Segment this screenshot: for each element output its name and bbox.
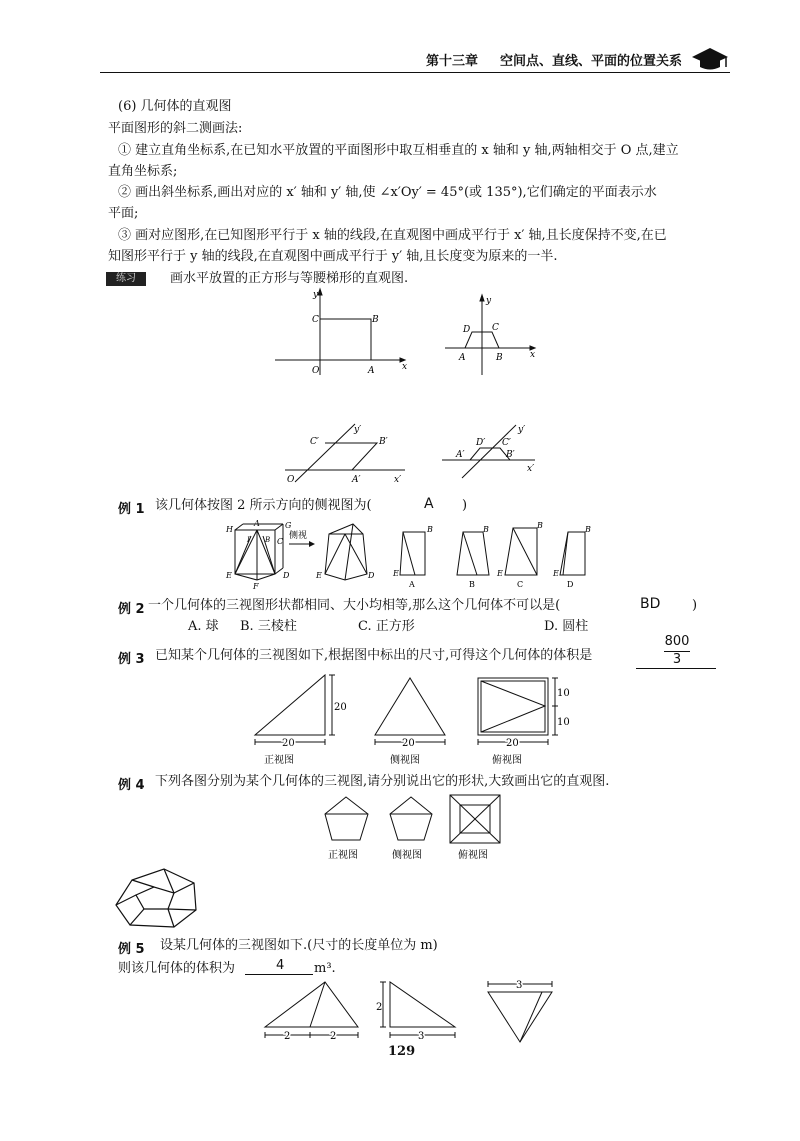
cube-point-c: C: [277, 537, 284, 546]
ex4-text: 下列各图分别为某个几何体的三视图,请分别说出它的形状,大致画出它的直观图.: [155, 774, 610, 789]
opt-c-point-e: E: [497, 569, 503, 578]
point-c: C: [312, 315, 319, 325]
opt-a-point-e: E: [393, 569, 399, 578]
cube-point-h: H: [226, 525, 233, 534]
ex1-text: 该几何体按图 2 所示方向的侧视图为(: [155, 498, 372, 513]
square-axes-figure: [270, 285, 410, 380]
opt-d-point-e: E: [553, 569, 559, 578]
method-title: 平面图形的斜二测画法:: [108, 121, 243, 136]
top-view-caption: 俯视图: [458, 850, 488, 861]
ex1-answer: A: [424, 496, 434, 512]
x-prime-label: x′: [394, 475, 402, 485]
side-view-caption: 侧视图: [390, 755, 420, 766]
cube-point-g: G: [285, 521, 292, 530]
practice-text: 画水平放置的正方形与等腰梯形的直观图.: [170, 271, 409, 286]
solid-point-d: D: [368, 571, 375, 580]
front-view-caption: 正视图: [264, 755, 294, 766]
ex4-three-views: [320, 792, 510, 864]
practice-badge: 练习: [106, 272, 146, 286]
front-dim-left: 2: [284, 1031, 291, 1042]
trapezoid-axes-figure: [440, 290, 540, 380]
page-number: 129: [388, 1044, 416, 1059]
opt-c-point-b: B: [537, 521, 543, 530]
side-height-dim: 2: [376, 1002, 383, 1013]
ex4-label: 例 4: [118, 778, 145, 793]
point-o: O: [312, 366, 320, 376]
point-c: C: [492, 323, 499, 333]
x-axis-label: x: [530, 350, 536, 360]
point-b: B: [496, 353, 503, 363]
top-view-caption: 俯视图: [492, 755, 522, 766]
front-height-dim: 20: [334, 702, 347, 713]
ex5-unit: m³.: [314, 961, 336, 976]
ex3-answer-blank: [636, 668, 716, 669]
ex2-label: 例 2: [118, 602, 145, 617]
section-heading: (6) 几何体的直观图: [118, 99, 232, 114]
y-axis-label: y: [313, 290, 319, 300]
side-view-caption: 侧视图: [392, 850, 422, 861]
header-rule: [100, 72, 730, 73]
ex3-answer-denominator: 3: [672, 652, 682, 667]
step-1: ① 建立直角坐标系,在已知水平放置的平面图形中取互相垂直的 x 轴和 y 轴,两轴相交于 O 点,建立: [118, 143, 679, 158]
y-prime-label: y′: [354, 425, 362, 435]
ex2-option-b: B. 三棱柱: [240, 619, 297, 634]
point-a-prime: A′: [352, 475, 361, 485]
ex5-three-views: [260, 972, 570, 1044]
opt-a-point-b: B: [427, 525, 433, 534]
option-b-label: B: [469, 580, 475, 589]
x-axis-label: x: [402, 362, 408, 372]
point-b: B: [372, 315, 379, 325]
front-view-caption: 正视图: [328, 850, 358, 861]
top-width-dim: 3: [516, 980, 523, 991]
ex4-solid-sketch: [112, 865, 212, 935]
ex2-option-d: D. 圆柱: [544, 619, 589, 634]
point-b-prime: B′: [379, 437, 388, 447]
cube-point-d: D: [283, 571, 290, 580]
ex1-close: ): [462, 498, 468, 513]
cube-point-f: F: [253, 582, 259, 591]
option-a-label: A: [409, 580, 415, 589]
point-b-prime: B′: [506, 450, 515, 460]
ex3-answer-numerator: 800: [664, 634, 690, 649]
solid-point-e: E: [316, 571, 322, 580]
step-1-cont: 直角坐标系;: [108, 164, 178, 179]
side-view-arrow-label: 侧视: [289, 531, 308, 541]
cube-point-i: I: [247, 536, 250, 544]
x-prime-label: x′: [527, 464, 535, 474]
y-prime-label: y′: [518, 425, 526, 435]
graduation-cap-icon: [690, 45, 730, 71]
point-d: D: [463, 325, 471, 335]
side-width-dim: 3: [418, 1031, 425, 1042]
step-2: ② 画出斜坐标系,画出对应的 x′ 轴和 y′ 轴,使 ∠x′Oy′ = 45°(或 135°),它们确定的平面表示水: [118, 185, 657, 200]
ex2-option-a: A. 球: [188, 619, 219, 634]
front-dim-right: 2: [330, 1031, 337, 1042]
top-dim-10-lower: 10: [557, 717, 570, 728]
opt-b-point-b: B: [483, 525, 489, 534]
ex5-text: 设某几何体的三视图如下.(尺寸的长度单位为 m): [160, 938, 438, 953]
ex5-line2: 则该几何体的体积为: [118, 961, 236, 976]
ex2-text: 一个几何体的三视图形状都相同、大小均相等,那么这个几何体不可以是(: [148, 598, 561, 613]
cube-point-e: E: [226, 571, 232, 580]
point-o: O: [287, 475, 295, 485]
ex3-label: 例 3: [118, 652, 145, 667]
side-width-dim: 20: [402, 738, 415, 749]
point-c-prime: C′: [502, 438, 511, 448]
ex3-text: 已知某个几何体的三视图如下,根据图中标出的尺寸,可得这个几何体的体积是: [155, 648, 593, 663]
chapter-label: 第十三章: [426, 54, 479, 69]
chapter-title: 空间点、直线、平面的位置关系: [500, 54, 683, 69]
ex1-figure: [225, 520, 590, 590]
top-dim-10-upper: 10: [557, 688, 570, 699]
cube-point-b: B: [265, 536, 271, 544]
cube-point-a: A: [254, 519, 260, 528]
ex3-three-views: [250, 670, 585, 770]
ex5-label: 例 5: [118, 942, 145, 957]
front-width-dim: 20: [282, 738, 295, 749]
ex2-option-c: C. 正方形: [358, 619, 415, 634]
top-width-dim: 20: [506, 738, 519, 749]
step-2-cont: 平面;: [108, 206, 139, 221]
point-a: A: [459, 353, 466, 363]
option-c-label: C: [517, 580, 524, 589]
ex2-close: ): [692, 598, 698, 613]
point-d-prime: D′: [476, 438, 486, 448]
ex2-answer: BD: [640, 596, 661, 612]
ex5-answer: 4: [276, 958, 285, 973]
square-oblique-figure: [280, 420, 410, 485]
option-d-label: D: [567, 580, 574, 589]
opt-d-point-b: B: [585, 525, 591, 534]
point-c-prime: C′: [310, 437, 319, 447]
point-a: A: [368, 366, 375, 376]
trapezoid-oblique-figure: [440, 420, 540, 480]
step-3: ③ 画对应图形,在已知图形平行于 x 轴的线段,在直观图中画成平行于 x′ 轴,且长度保持不变,在已: [118, 228, 667, 243]
y-axis-label: y: [486, 296, 492, 306]
step-3-cont: 知图形平行于 y 轴的线段,在直观图中画成平行于 y′ 轴,且长度变为原来的一半.: [108, 249, 558, 264]
ex1-label: 例 1: [118, 502, 145, 517]
point-a-prime: A′: [456, 450, 465, 460]
